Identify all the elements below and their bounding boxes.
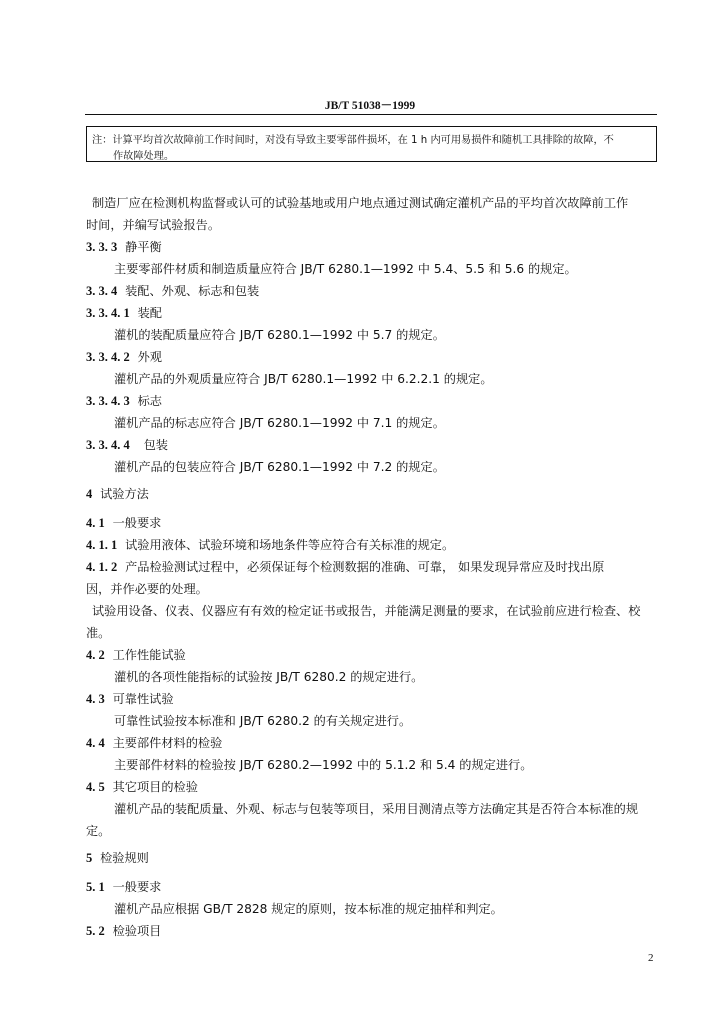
section-heading-5-1 (86, 878, 161, 895)
section-heading-3-3-3 (86, 238, 162, 255)
section-number: 3. 3. 4 (86, 284, 118, 298)
section-title: 标志 (137, 394, 162, 408)
section-heading-3-3-4-1 (86, 304, 162, 321)
section-heading-4-2 (86, 646, 186, 663)
section-number: 3. 3. 4. 4 (86, 438, 130, 452)
section-number: 4. 1. 2 (86, 560, 118, 574)
section-title: 一般要求 (112, 880, 162, 894)
paragraph-line: 主要零部件材质和制造质量应符合 JB/T 6280.1—1992 中 5.4、5.5 和 5.6 的规定。 (114, 262, 577, 276)
paragraph-line: 定。 (86, 824, 111, 838)
section-number: 3. 3. 4. 3 (86, 394, 130, 408)
note-line-2: 作故障处理。 (113, 151, 175, 162)
section-heading-4-4 (86, 734, 222, 751)
section-number: 5 (86, 851, 93, 865)
note-line-1: 注：计算平均首次故障前工作时间时，对没有导致主要零部件损坏，在 1 h 内可用易损件和随机工具排除的故障，不 (92, 135, 614, 146)
section-heading-3-3-4-4 (86, 436, 168, 453)
paragraph-line: 灌机的装配质量应符合 JB/T 6280.1—1992 中 5.7 的规定。 (114, 328, 445, 342)
section-number: 5. 1 (86, 880, 105, 894)
section-number: 4 (86, 487, 93, 501)
standard-code: JB/T 51038－1999 (324, 100, 416, 112)
section-number: 3. 3. 4. 1 (86, 306, 130, 320)
paragraph-line: 时间，并编写试验报告。 (86, 218, 221, 232)
section-number: 3. 3. 3 (86, 240, 118, 254)
section-number: 4. 5 (86, 780, 105, 794)
paragraph-line: 可靠性试验按本标准和 JB/T 6280.2 的有关规定进行。 (114, 714, 412, 728)
paragraph-line: 制造厂应在检测机构监督或认可的试验基地或用户地点通过测试确定灌机产品的平均首次故障前工作 (92, 196, 629, 210)
paragraph-line: 灌机产品的装配质量、外观、标志与包装等项目，采用目测清点等方法确定其是否符合本标准的规 (114, 802, 639, 816)
paragraph-line: 灌机的各项性能指标的试验按 JB/T 6280.2 的规定进行。 (114, 670, 424, 684)
section-number: 4. 3 (86, 692, 105, 706)
section-title: 可靠性试验 (112, 692, 174, 706)
section-title: 装配 (137, 306, 162, 320)
section-number: 3. 3. 4. 2 (86, 350, 130, 364)
section-title: 装配、外观、标志和包装 (125, 284, 260, 298)
paragraph-line: 主要部件材料的检验按 JB/T 6280.2—1992 中的 5.1.2 和 5.4 的规定进行。 (114, 758, 533, 772)
section-text: 试验用液体、试验环境和场地条件等应符合有关标准的规定。 (125, 538, 455, 552)
page-number: 2 (648, 952, 654, 964)
section-heading-4 (86, 485, 149, 502)
paragraph-line: 灌机产品应根据 GB/T 2828 规定的原则，按本标准的规定抽样和判定。 (114, 902, 503, 916)
section-number: 4. 1. 1 (86, 538, 118, 552)
section-4-1-2 (86, 558, 604, 575)
section-heading-4-1 (86, 514, 161, 531)
section-heading-5-2 (86, 922, 161, 939)
paragraph-line: 灌机产品的包装应符合 JB/T 6280.1—1992 中 7.2 的规定。 (114, 460, 445, 474)
section-title: 检验规则 (100, 851, 149, 865)
section-number: 4. 1 (86, 516, 105, 530)
section-text: 产品检验测试过程中，必须保证每个检测数据的准确、可靠， 如果发现异常应及时找出原 (125, 560, 605, 574)
section-title: 工作性能试验 (112, 648, 186, 662)
paragraph-line: 灌机产品的标志应符合 JB/T 6280.1—1992 中 7.1 的规定。 (114, 416, 445, 430)
section-number: 4. 4 (86, 736, 105, 750)
section-title: 其它项目的检验 (112, 780, 198, 794)
paragraph-line: 准。 (86, 626, 111, 640)
section-heading-3-3-4-3 (86, 392, 162, 409)
section-title: 检验项目 (112, 924, 162, 938)
paragraph-line: 灌机产品的外观质量应符合 JB/T 6280.1—1992 中 6.2.2.1 的规定。 (114, 372, 493, 386)
section-title: 外观 (137, 350, 162, 364)
section-heading-3-3-4-2 (86, 348, 162, 365)
section-heading-5 (86, 849, 149, 866)
header-rule (85, 114, 657, 115)
paragraph-line: 试验用设备、仪表、仪器应有有效的检定证书或报告，并能满足测量的要求，在试验前应进行检查、校 (92, 604, 641, 618)
section-heading-4-3 (86, 690, 174, 707)
section-heading-4-5 (86, 778, 198, 795)
section-title: 静平衡 (125, 240, 162, 254)
paragraph-line: 因，并作必要的处理。 (86, 582, 208, 596)
section-title: 包装 (143, 438, 168, 452)
section-number: 5. 2 (86, 924, 105, 938)
section-4-1-1 (86, 536, 454, 553)
section-title: 一般要求 (112, 516, 162, 530)
section-title: 主要部件材料的检验 (112, 736, 223, 750)
section-title: 试验方法 (100, 487, 149, 501)
section-number: 4. 2 (86, 648, 105, 662)
section-heading-3-3-4 (86, 282, 259, 299)
